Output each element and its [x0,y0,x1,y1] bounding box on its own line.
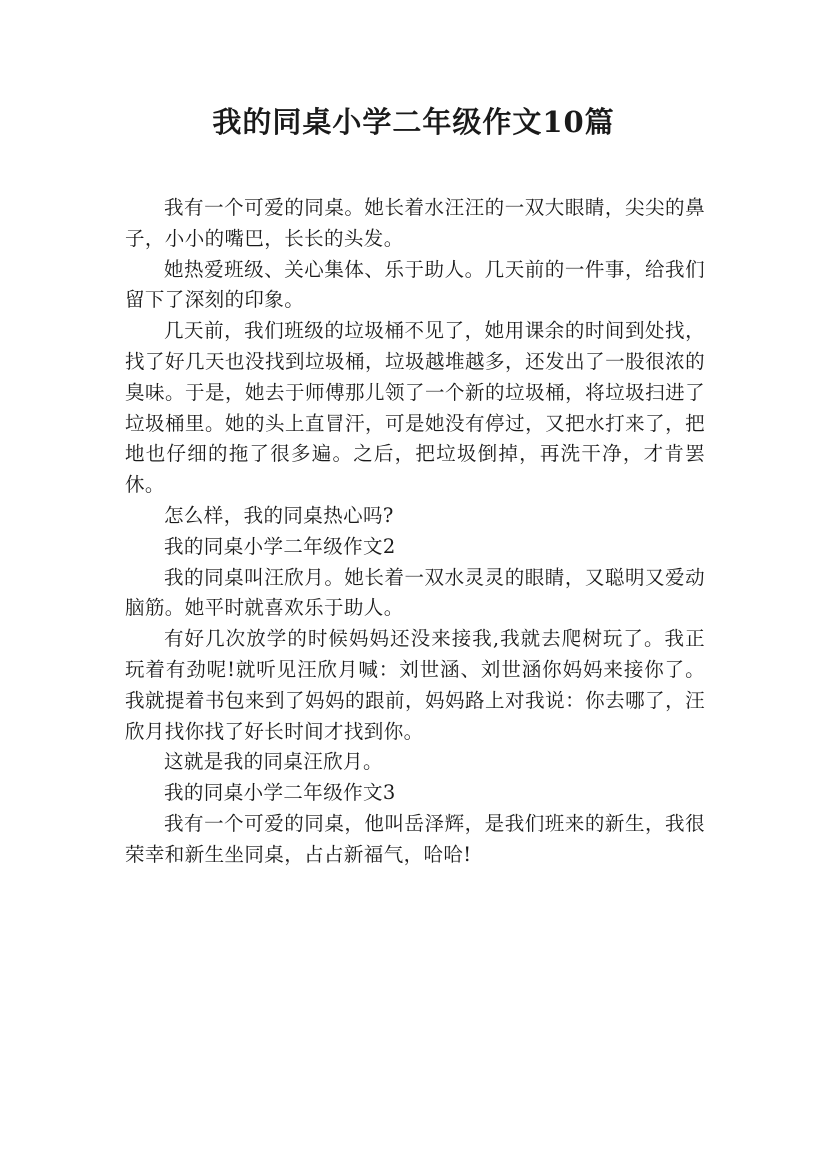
paragraph-7: 有好几次放学的时候妈妈还没来接我,我就去爬树玩了。我正玩着有劲呢!就听见汪欣月喊：刘世涵、刘世涵你妈妈来接你了。我就提着书包来到了妈妈的跟前，妈妈路上对我说：你去哪了，汪欣月找你找了好长时间才找到你。 [125,627,705,743]
paragraph-1: 我有一个可爱的同桌。她长着水汪汪的一双大眼睛，尖尖的鼻子，小小的嘴巴，长长的头发。 [125,196,705,250]
paragraph-4: 怎么样，我的同桌热心吗? [164,503,394,527]
essay-2-heading: 我的同桌小学二年级作文2 [164,534,396,558]
paragraph-6: 我的同桌叫汪欣月。她长着一双水灵灵的眼睛，又聪明又爱动脑筋。她平时就喜欢乐于助人。 [125,565,705,620]
paragraph-8: 这就是我的同桌汪欣月。 [164,750,383,774]
paragraph-2: 她热爱班级、关心集体、乐于助人。几天前的一件事，给我们留下了深刻的印象。 [125,257,705,312]
document-title: 我的同桌小学二年级作文10篇 [212,105,615,139]
paragraph-10: 我有一个可爱的同桌，他叫岳泽辉，是我们班来的新生，我很荣幸和新生坐同桌，占占新福气，哈哈! [125,811,705,866]
document-body [125,193,705,871]
essay-3-heading: 我的同桌小学二年级作文3 [164,781,396,805]
paragraph-3: 几天前，我们班级的垃圾桶不见了，她用课余的时间到处找，找了好几天也没找到垃圾桶，垃圾越堆越多，还发出了一股很浓的臭味。于是，她去于师傅那儿领了一个新的垃圾桶，将垃圾扫进了垃圾桶里。她的头上直冒汗，可是她没有停过，又把水打来了，把地也仔细的拖了很多遍。之后，把垃圾倒掉，再洗干净，才肯罢休。 [125,319,705,497]
